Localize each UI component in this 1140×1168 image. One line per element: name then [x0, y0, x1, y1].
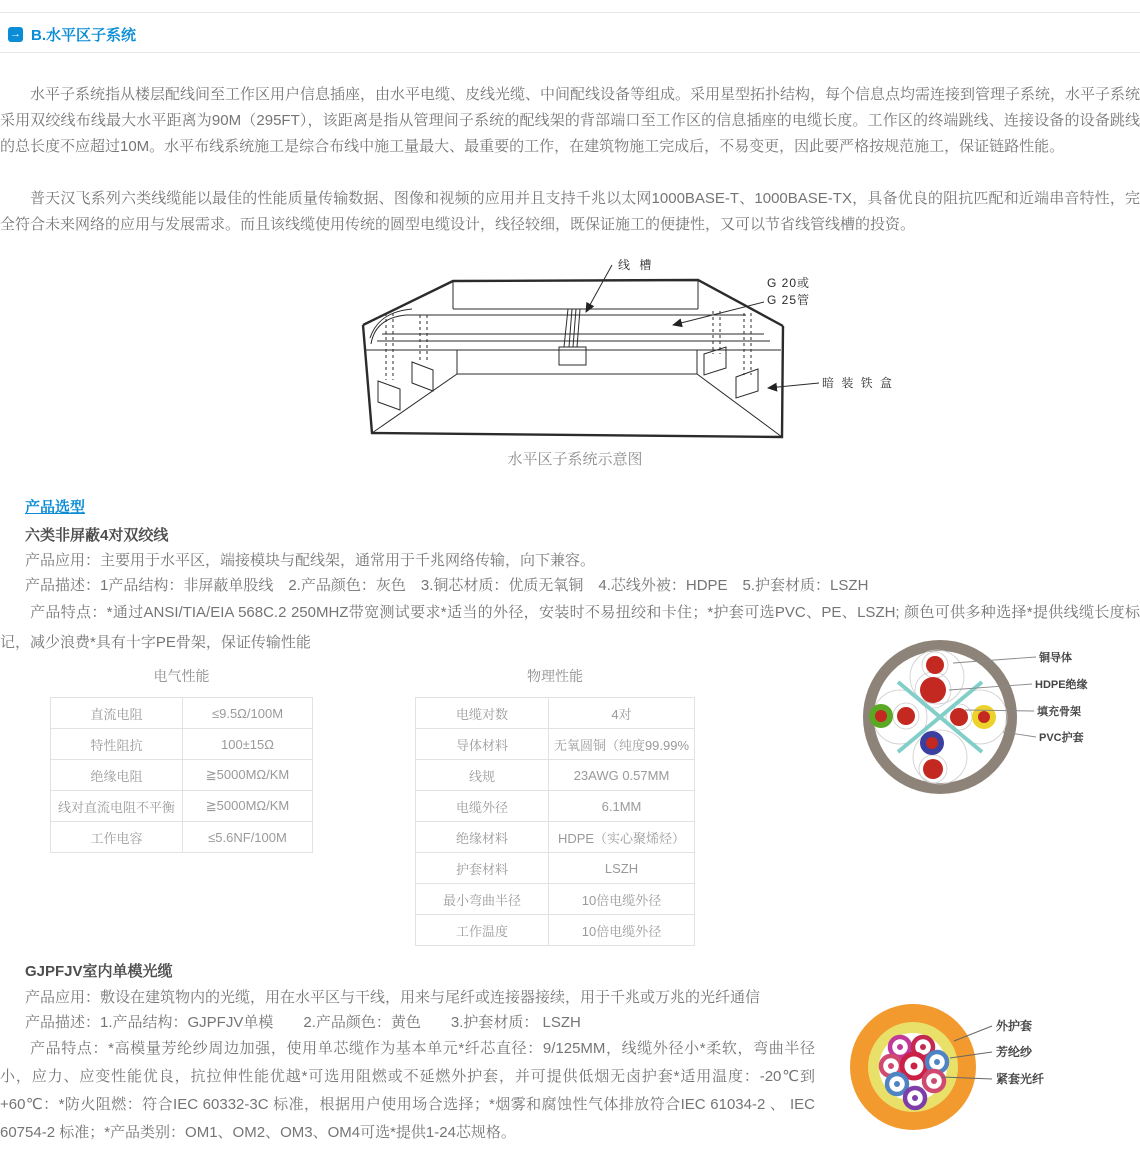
cell-value: LSZH — [549, 853, 695, 884]
cell-value: ≧5000MΩ/KM — [183, 791, 313, 822]
copper-conductor-label: 铜导体 — [1039, 652, 1072, 664]
fiber-cross-section-image — [845, 1000, 1095, 1140]
fiber-features: 产品特点：*高模量芳纶纱周边加强，使用单芯缆作为基本单元*纤芯直径：9/125MM，线缆外径小*柔软，弯曲半径小，应力、应变性能优良，抗拉伸性能优越*可选用阻燃或不延燃外护套，并可提供低烟无卤护套*适用温度：-20℃到+60℃：*防火阻燃：符合IEC 60332-3C 标准，根据用户使用场合选择；*烟雾和腐蚀性气体排放符合IEC 61034-2 、 IEC 60754-2 标准；*产品类别：OM1、OM2、OM3、OM4可选*提供1-24芯规格。 — [0, 1040, 815, 1141]
outer-sheath-label: 外护套 — [996, 1019, 1033, 1033]
cell-value: 10倍电缆外径 — [549, 915, 695, 946]
table-row — [416, 822, 695, 853]
trough-label: 线 槽 — [618, 258, 655, 272]
cell-label: 绝缘电阻 — [51, 760, 183, 791]
cell-label: 电缆对数 — [416, 698, 549, 729]
physical-table — [415, 697, 695, 946]
header-divider — [0, 52, 1140, 53]
table-row — [416, 915, 695, 946]
wall-outlet-boxes — [378, 347, 758, 410]
cell-value: ≤9.5Ω/100M — [183, 698, 313, 729]
pipe-leader-line — [673, 302, 764, 325]
table-row — [416, 729, 695, 760]
hidden-box-label: 暗 装 铁 盒 — [822, 376, 895, 390]
product-selection-link[interactable]: 产品选型 — [25, 499, 86, 516]
horizontal-subsystem-diagram — [340, 250, 900, 450]
table-row — [51, 698, 313, 729]
cell-label: 护套材料 — [416, 853, 549, 884]
fiber-product-name: GJPFJV室内单模光缆 — [25, 963, 173, 980]
box-leader-line — [768, 383, 819, 388]
cell-label: 线对直流电阻不平衡 — [51, 791, 183, 822]
electrical-table-title: 电气性能 — [153, 668, 210, 684]
table-row — [416, 853, 695, 884]
pipe-label-line2: G 25管 — [767, 293, 811, 307]
cat6-features: 产品特点：*通过ANSI/TIA/EIA 568C.2 250MHZ带宽测试要求*适当的外径，安装时不易扭绞和卡住；*护套可选PVC、PE、LSZH; 颜色可供多种选择*提供线缆长度标记，减少浪费*具有十字PE骨架，保证传输性能 — [0, 604, 1140, 651]
cell-value: 23AWG 0.57MM — [549, 760, 695, 791]
cell-label: 工作温度 — [416, 915, 549, 946]
cell-label: 直流电阻 — [51, 698, 183, 729]
page-title: B.水平区子系统 — [31, 26, 137, 44]
filler-spline-label: 填充骨架 — [1037, 706, 1081, 718]
section-header — [8, 25, 136, 43]
cell-value: 无氧圆铜（纯度99.99% — [549, 729, 695, 760]
intro-paragraph-2: 普天汉飞系列六类线缆能以最佳的性能质量传输数据、图像和视频的应用并且支持千兆以太网1000BASE-T、1000BASE-TX，具备优良的阻抗匹配和近端串音特性，完全符合未来网络的应用与发展需求。而且该线缆使用传统的圆型电缆设计，线径较细，既保证施工的便捷性，又可以节省线管线槽的投资。 — [0, 190, 1140, 233]
table-row — [51, 791, 313, 822]
arrow-right-icon: → — [10, 27, 21, 40]
aramid-yarn-label: 芳纶纱 — [996, 1045, 1033, 1059]
cell-value: ≤5.6NF/100M — [183, 822, 313, 853]
cell-label: 绝缘材料 — [416, 822, 549, 853]
table-row — [416, 698, 695, 729]
cell-label: 工作电容 — [51, 822, 183, 853]
fiber-application: 产品应用：敷设在建筑物内的光缆，用在水平区与干线，用来与尾纤或连接器接续，用于千兆或万兆的光纤通信 — [25, 989, 761, 1006]
cell-value: 100±15Ω — [183, 729, 313, 760]
physical-table-title: 物理性能 — [527, 668, 583, 684]
electrical-table — [50, 697, 313, 853]
hdpe-insulation-label: HDPE绝缘 — [1035, 679, 1088, 691]
table-row — [416, 884, 695, 915]
tight-buffer-fiber-label: 紧套光纤 — [996, 1072, 1045, 1086]
table-row — [51, 822, 313, 853]
table-row — [416, 760, 695, 791]
trough-leader-line — [586, 265, 612, 312]
table-row — [416, 791, 695, 822]
cell-value: ≧5000MΩ/KM — [183, 760, 313, 791]
pipe-label-line1: G 20或 — [767, 276, 811, 290]
fiber-description: 产品描述：1.产品结构：GJPFJV单模 2.产品颜色：黄色 3.护套材质： LSZH — [25, 1014, 581, 1031]
pvc-sheath-label: PVC护套 — [1039, 732, 1084, 744]
cat6-description: 产品描述：1产品结构：非屏蔽单股线 2.产品颜色：灰色 3.铜芯材质：优质无氧铜 4.芯线外被：HDPE 5.护套材质：LSZH — [25, 577, 869, 594]
cell-value: 4对 — [549, 698, 695, 729]
cell-label: 特性阻抗 — [51, 729, 183, 760]
intro-paragraph-1: 水平子系统指从楼层配线间至工作区用户信息插座，由水平电缆、皮线光缆、中间配线设备等组成。采用星型拓扑结构，每个信息点均需连接到管理子系统，水平子系统采用双绞线布线最大水平距离为90M（295FT），该距离是指从管理间子系统的配线架的背部端口至工作区的信息插座的电缆长度。工作区的终端跳线、连接设备的设备跳线的总长度不应超过10M。水平布线系统施工是综合布线中施工量最大、最重要的工作，在建筑物施工完成后，不易变更，因此要严格按规范施工，保证链路性能。 — [0, 86, 1140, 155]
cat6-product-name: 六类非屏蔽4对双绞线 — [25, 527, 169, 544]
diagram-caption: 水平区子系统示意图 — [507, 451, 643, 468]
cell-label: 电缆外径 — [416, 791, 549, 822]
cell-label: 线规 — [416, 760, 549, 791]
cell-label: 导体材料 — [416, 729, 549, 760]
cell-value: 10倍电缆外径 — [549, 884, 695, 915]
table-row — [51, 729, 313, 760]
cell-value: HDPE（实心聚烯烃） — [549, 822, 695, 853]
cat6-cross-section-image — [853, 636, 1100, 800]
cell-label: 最小弯曲半径 — [416, 884, 549, 915]
table-row — [51, 760, 313, 791]
cat6-application: 产品应用：主要用于水平区，端接模块与配线架，通常用于千兆网络传输，向下兼容。 — [25, 552, 596, 569]
cell-value: 6.1MM — [549, 791, 695, 822]
drop-cables — [386, 311, 751, 380]
top-divider — [0, 12, 1140, 13]
